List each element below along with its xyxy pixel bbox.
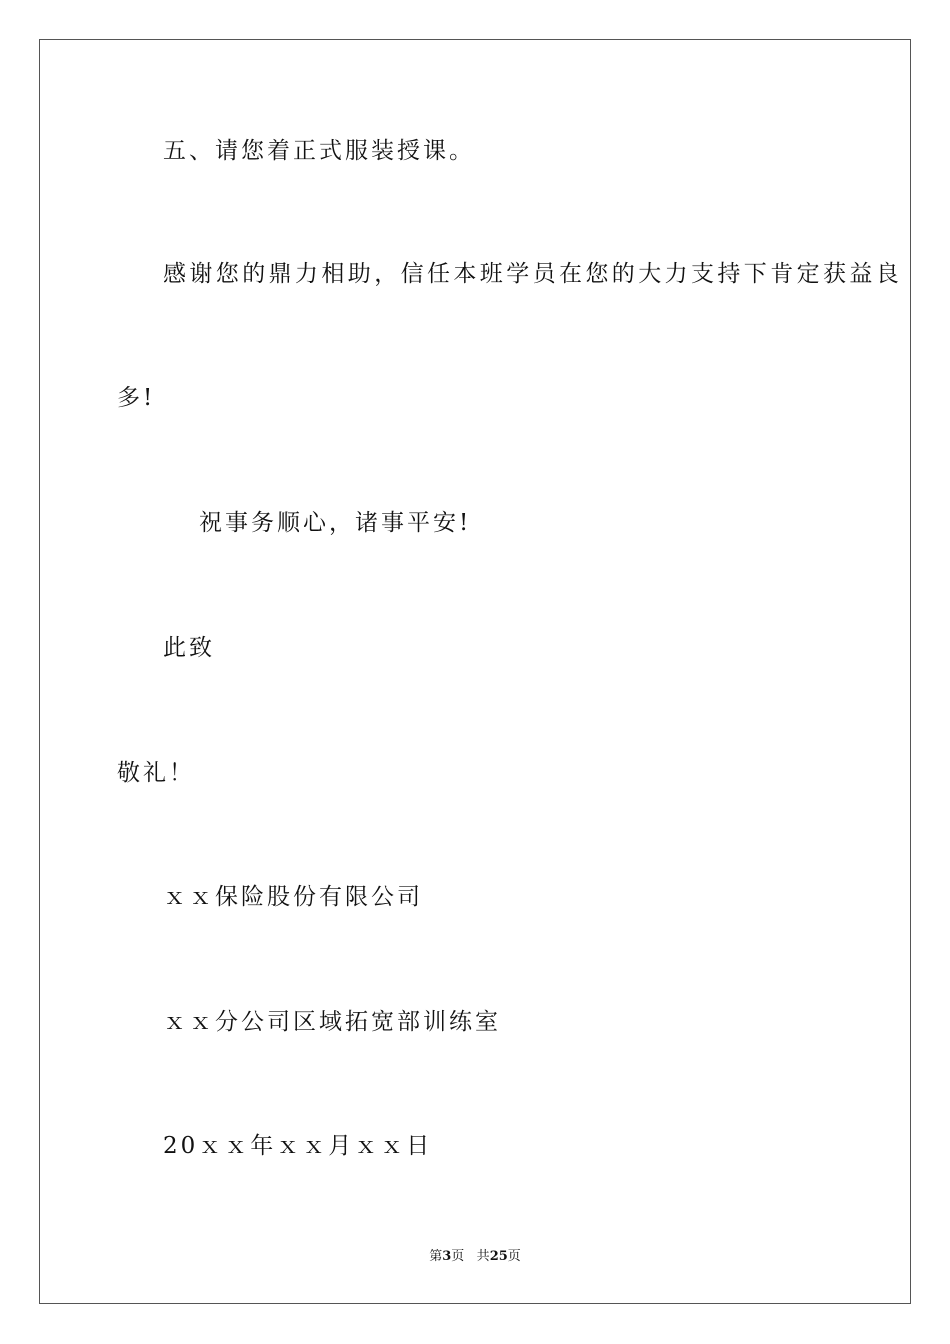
thanks-paragraph-line-2: 多! [117,385,156,411]
footer-total-prefix: 共 [476,1249,490,1264]
signature-date: 20ｘｘ年ｘｘ月ｘｘ日 [163,1133,433,1159]
wishes-line: 祝事务顺心，诸事平安! [199,510,472,536]
page-footer [0,1248,950,1266]
signature-company: ｘｘ保险股份有限公司 [163,884,423,910]
signature-department: ｘｘ分公司区域拓宽部训练室 [163,1009,501,1035]
thanks-paragraph-line-1: 感谢您的鼎力相助，信任本班学员在您的大力支持下肯定获益良 [163,261,903,287]
footer-current-page: 3 [442,1249,452,1264]
footer-total-unit: 页 [507,1249,521,1264]
page-border [39,39,911,1304]
item-five-attire: 五、请您着正式服装授课。 [163,138,475,164]
closing-cizhi: 此致 [163,635,215,661]
footer-page-unit: 页 [451,1249,465,1264]
footer-total-pages: 25 [489,1249,508,1264]
footer-prefix: 第 [429,1249,443,1264]
closing-jingli: 敬礼！ [117,760,195,786]
